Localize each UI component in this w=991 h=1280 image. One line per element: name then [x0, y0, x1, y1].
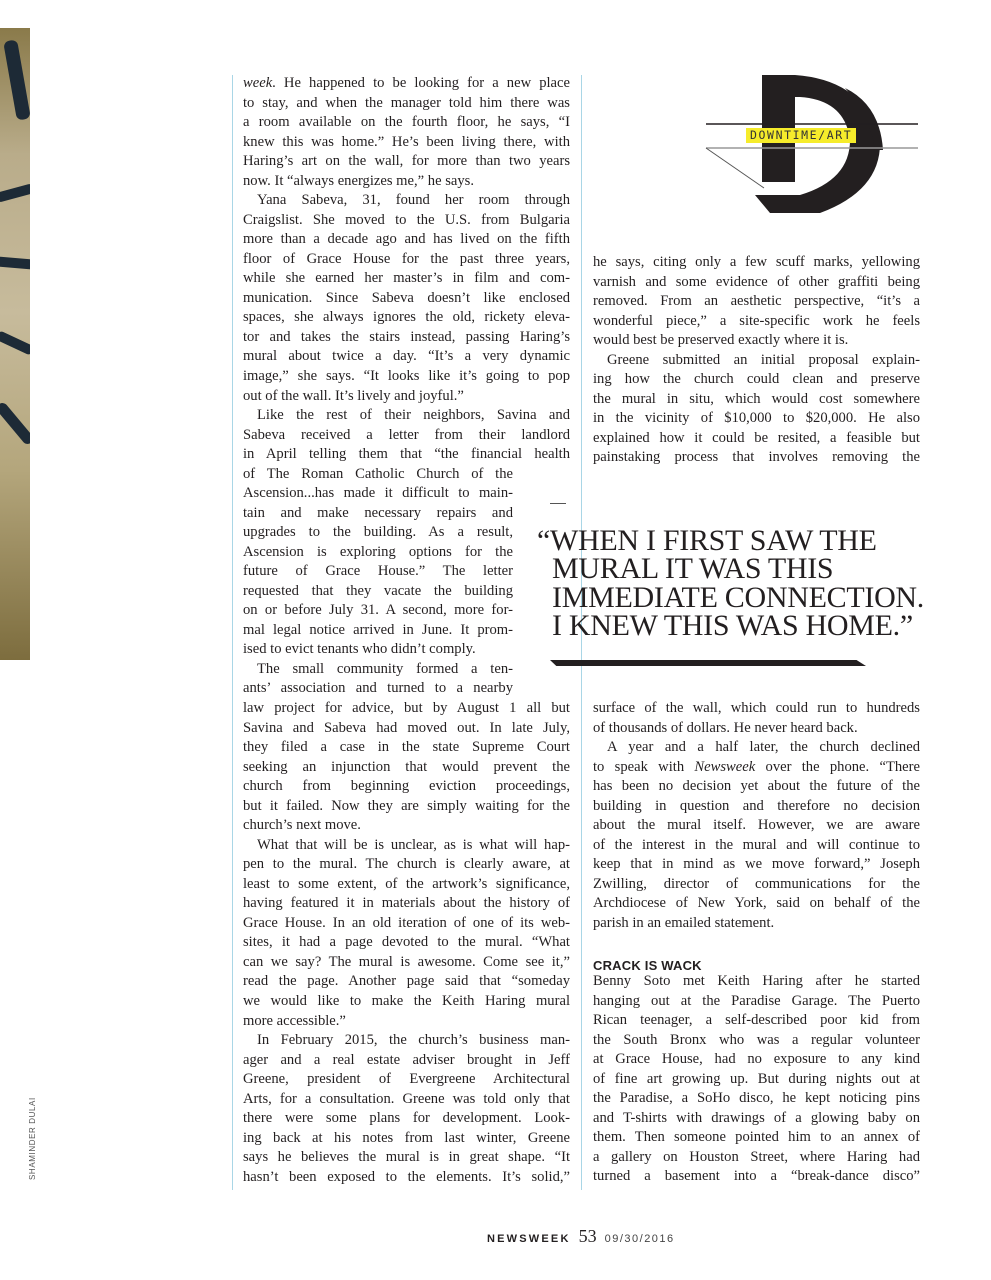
text-line: The small community formed a ten- — [257, 660, 513, 677]
text-line: varnish and some evidence of other graffiti being — [593, 273, 920, 290]
text-line: floor of Grace House for the past three years, — [243, 250, 570, 267]
text-line: explained how it could be resited, a feasible but — [593, 429, 920, 446]
text-line: requested that they vacate the building — [243, 582, 513, 599]
mural-photo-strip — [0, 28, 30, 660]
footer-magazine: NEWSWEEK — [487, 1233, 571, 1245]
pull-quote-line: “WHEN I FIRST SAW THE — [537, 524, 877, 557]
text-line: church’s next move. — [243, 817, 361, 834]
text-line: of The Roman Catholic Church of the — [243, 465, 513, 482]
text-line: in April telling them that “the financial health — [243, 446, 570, 463]
text-line: there were some plans for development. Look- — [243, 1110, 570, 1127]
text-line: more than a decade ago and has lived on the fifth — [243, 231, 570, 248]
text-line: more accessible.” — [243, 1012, 346, 1029]
text-line: hasn’t been exposed to the elements. It’s solid,” — [243, 1168, 570, 1185]
text-line: to speak with Newsweek over the phone. “There — [593, 758, 920, 775]
text-line: on or before July 31. A second, more for- — [243, 602, 513, 619]
text-line: and T-shirts with drawings of a glowing baby on — [593, 1109, 920, 1126]
text-line: surface of the wall, which could run to hundreds — [593, 700, 920, 716]
text-line: tain and make necessary repairs and — [243, 504, 513, 521]
text-line: law project for advice, but by August 1 all but — [243, 700, 570, 716]
text-line: turned a basement into a “break-dance disco” — [593, 1168, 920, 1185]
text-line: upgrades to the building. As a result, — [243, 524, 513, 541]
text-line: removed. From an aesthetic perspective, “it’s a — [593, 293, 920, 310]
text-line: Grace House. In an old iteration of one of its web- — [243, 914, 570, 931]
italic-text: Newsweek — [694, 758, 756, 775]
text-line: of fine art growing up. But during nights out at — [593, 1070, 920, 1087]
text-line: ing back at his notes from last winter, Greene — [243, 1129, 570, 1146]
text-line: out of the wall. It’s lively and joyful.” — [243, 387, 464, 404]
text-line: can we say? The mural is awesome. Come see it,” — [243, 953, 570, 970]
pull-quote-line: IMMEDIATE CONNECTION. — [552, 580, 924, 614]
text-line: Haring’s art on the wall, for more than two years — [243, 153, 570, 170]
text-line: of the interest in the mural and will continue to — [593, 836, 920, 853]
left-column — [243, 74, 570, 1187]
issue-date: 09/30/2016 — [604, 1233, 675, 1245]
text-line: building in question and therefore no decision — [593, 797, 920, 814]
text-line: tor and takes the stairs instead, passing Haring’s — [243, 328, 570, 345]
pull-quote-rule — [550, 660, 866, 666]
text-line: Greene submitted an initial proposal explain- — [607, 351, 920, 368]
right-column-bottom — [593, 972, 920, 1187]
text-line: they filed a case in the state Supreme Court — [243, 739, 570, 756]
pull-quote — [537, 524, 924, 642]
text-line: least to some extent, of the artwork’s significance, — [243, 875, 570, 892]
text-line: keep that in mind as we move forward,” Joseph — [593, 856, 920, 873]
text-line: of thousands of dollars. He never heard back. — [593, 719, 858, 736]
text-line: them. Then someone pointed him to an annex of — [593, 1129, 920, 1146]
text-line: pen to the mural. The church is clearly aware, at — [243, 856, 570, 873]
text-line: a gallery on Houston Street, where Haring had — [593, 1148, 920, 1165]
text-line: but it failed. Now they are simply waiting for the — [243, 797, 570, 814]
text-line: read the page. Another page said that “someday — [243, 973, 570, 990]
page-number: 53 — [578, 1226, 597, 1246]
text-line: Yana Sabeva, 31, found her room through — [257, 192, 570, 209]
photo-credit: SHAMINDER DULAI — [28, 1097, 37, 1180]
text-line: a room available on the fourth floor, he says, “I — [243, 114, 570, 131]
text-line: Ascension is exploring options for the — [243, 543, 513, 560]
text-line: Ascension...has made it difficult to main- — [243, 485, 513, 502]
text-line: Craigslist. She moved to the U.S. from Bulgaria — [243, 211, 570, 228]
text-line: Benny Soto met Keith Haring after he started — [593, 973, 920, 989]
text-line: sites, it had a page devoted to the mural. “What — [243, 934, 570, 951]
section-label: DOWNTIME/ART — [746, 128, 856, 143]
text-line: in the vicinity of $10,000 to $20,000. He also — [593, 410, 920, 427]
text-line: painstaking process that involves removing the — [593, 449, 920, 466]
right-column-middle — [593, 699, 920, 933]
text-line: Like the rest of their neighbors, Savina and — [257, 407, 570, 424]
text-line: mural about twice a day. “It’s a very dynamic — [243, 348, 570, 365]
column-guide-left — [232, 75, 233, 1190]
text-line: ing how the church could clean and preserve — [593, 371, 920, 388]
text-line: Rican teenager, a self-described poor kid from — [593, 1012, 920, 1029]
text-line: we would like to make the Keith Haring mural — [243, 992, 570, 1009]
text-line: church from beginning eviction proceedings, — [243, 778, 570, 795]
text-line: says he believes the mural is in great shape. “It — [243, 1149, 570, 1166]
text-line: the mural in situ, which would cost somewhere — [593, 390, 920, 407]
text-line: has been no decision yet about the future of the — [593, 778, 920, 795]
page-footer — [487, 1226, 675, 1247]
text-line: now. It “always energizes me,” he says. — [243, 172, 474, 189]
text-line: week. He happened to be looking for a new place — [243, 75, 570, 91]
text-line: Savina and Sabeva had moved out. In late July, — [243, 719, 570, 736]
text-line: ants’ association and turned to a nearby — [243, 680, 513, 697]
pull-quote-line: MURAL IT WAS THIS — [552, 552, 834, 586]
italic-text: week — [243, 75, 273, 91]
text-line: What that will be is unclear, as is what will hap- — [257, 836, 570, 853]
text-line: the Paradise, a SoHo disco, he kept noticing pins — [593, 1090, 920, 1107]
text-line: to stay, and when the manager told him there was — [243, 94, 570, 111]
pull-quote-dash — [550, 503, 566, 504]
text-line: knew this was home.” He’s been living there, with — [243, 133, 570, 150]
text-line: spaces, she always ignores the old, rickety eleva- — [243, 309, 570, 326]
section-d-logo-icon — [700, 70, 925, 220]
text-line: image,” she says. “It looks like it’s going to pop — [243, 367, 570, 384]
text-line: having featured it in materials about the history of — [243, 895, 570, 912]
text-line: he says, citing only a few scuff marks, yellowing — [593, 254, 920, 270]
text-line: the South Bronx who was a regular volunteer — [593, 1031, 920, 1048]
text-line: seeking an injunction that would prevent the — [243, 758, 570, 775]
text-line: Sabeva received a letter from their landlord — [243, 426, 570, 443]
text-line: Archdiocese of New York, said on behalf of the — [593, 895, 920, 912]
text-line: hanging out at the Paradise Garage. The Puerto — [593, 992, 920, 1009]
text-line: about the mural itself. However, we are aware — [593, 817, 920, 834]
text-line: parish in an emailed statement. — [593, 914, 775, 931]
text-line: In February 2015, the church’s business man- — [257, 1032, 570, 1049]
text-line: ised to evict tenants who didn’t comply. — [243, 641, 476, 658]
text-line: munication. Since Sabeva doesn’t like enclosed — [243, 289, 570, 306]
text-line: Arts, for a consultation. Greene was told only that — [243, 1090, 570, 1107]
text-line: at Grace House, had no exposure to any kind — [593, 1051, 920, 1068]
text-line: Zwilling, director of communications for the — [593, 875, 920, 892]
right-column-top — [593, 253, 920, 468]
text-line: future of Grace House.” The letter — [243, 563, 513, 580]
text-line: would best be preserved exactly where it is. — [593, 332, 849, 349]
pull-quote-line: I KNEW THIS WAS HOME.” — [552, 608, 913, 642]
text-line: while she earned her master’s in film and com- — [243, 270, 570, 287]
text-line: Greene, president of Evergreene Architectural — [243, 1071, 570, 1088]
text-line: wonderful piece,” a site-specific work he feels — [593, 312, 920, 329]
text-line: ager and a real estate adviser brought in Jeff — [243, 1051, 570, 1068]
subhead: CRACK IS WACK — [593, 958, 702, 973]
text-line: mal legal notice arrived in June. It prom- — [243, 621, 513, 638]
text-line: A year and a half later, the church declined — [607, 739, 920, 756]
